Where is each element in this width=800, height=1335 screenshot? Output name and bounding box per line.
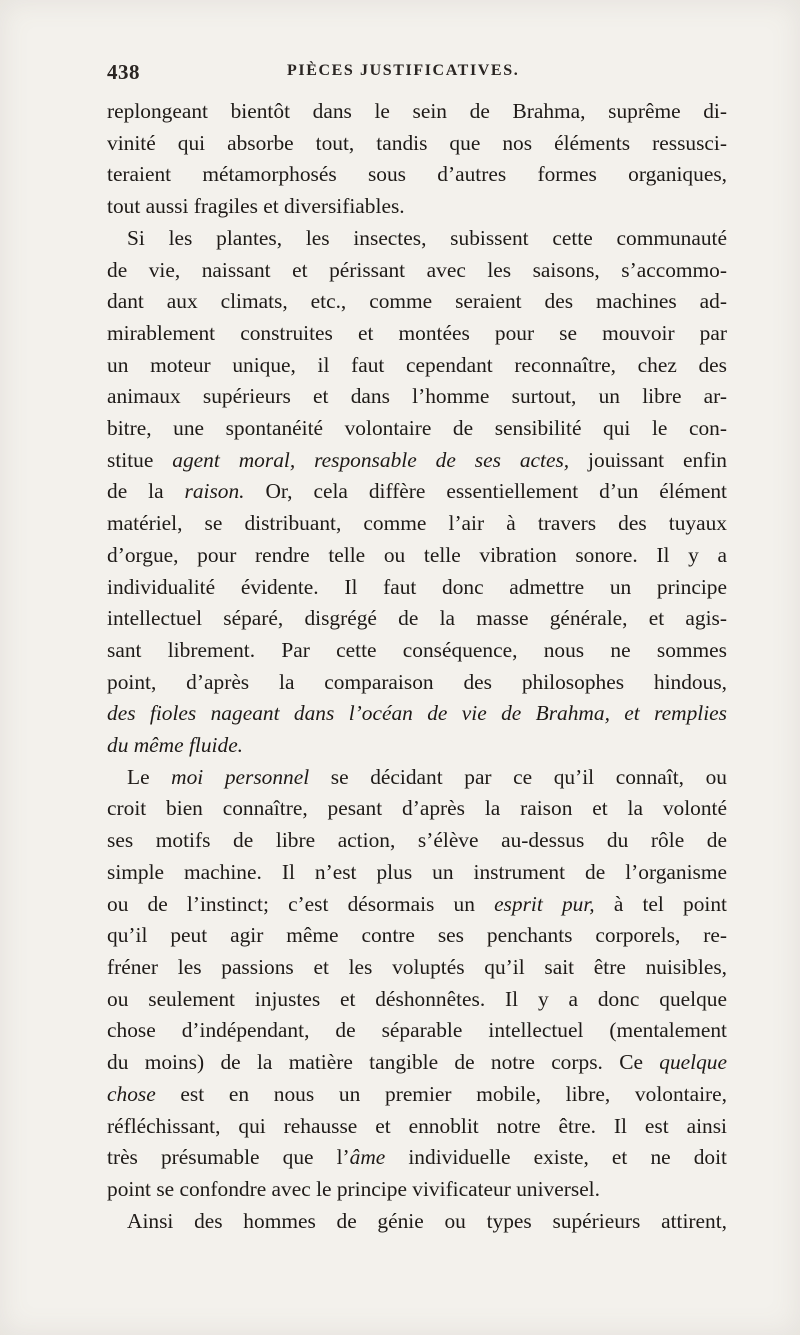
- text-line: qu’il peut agir même contre ses penchants corporels, re-: [107, 923, 727, 948]
- page-header: [107, 60, 727, 84]
- text-line: teraient métamorphosés sous d’autres formes organiques,: [107, 162, 727, 187]
- italic-phrase: des fioles nageant dans l’océan de vie de Brahma, et remplies: [107, 701, 727, 726]
- text-line: tout aussi fragiles et diversifiables.: [107, 194, 405, 219]
- italic-phrase: du même fluide.: [107, 733, 244, 758]
- text-line: ou seulement injustes et déshonnêtes. Il y a donc quelque: [107, 986, 727, 1011]
- text-line: individualité évidente. Il faut donc admettre un principe: [107, 574, 727, 599]
- text-line: ses motifs de libre action, s’élève au-dessus du rôle de: [107, 828, 727, 853]
- text-line: croit bien connaître, pesant d’après la raison et la volonté: [107, 796, 727, 821]
- text-line: [107, 476, 727, 508]
- italic-phrase: chose: [107, 1081, 156, 1106]
- text-run: est en nous un premier mobile, libre, volontaire,: [155, 1081, 727, 1106]
- text-line: mirablement construites et montées pour se mouvoir par: [107, 320, 727, 345]
- text-line: simple machine. Il n’est plus un instrument de l’organisme: [107, 859, 727, 884]
- italic-phrase: moi personnel: [171, 764, 310, 789]
- text-line: [107, 1079, 727, 1111]
- italic-phrase: quelque: [659, 1050, 727, 1075]
- running-head: PIÈCES JUSTIFICATIVES.: [287, 62, 520, 79]
- text-run: stitue: [107, 447, 173, 472]
- italic-phrase: âme: [349, 1145, 386, 1170]
- text-line: [107, 445, 727, 477]
- text-line: sant librement. Par cette conséquence, nous ne sommes: [107, 637, 727, 662]
- text-line: dant aux climats, etc., comme seraient des machines ad-: [107, 289, 727, 314]
- text-line: [107, 762, 727, 794]
- text-line: point se confondre avec le principe vivificateur universel.: [107, 1176, 600, 1201]
- text-line: d’orgue, pour rendre telle ou telle vibration sonore. Il y a: [107, 542, 727, 567]
- text-line: [107, 1142, 727, 1174]
- text-run: très présumable que l’: [107, 1145, 350, 1170]
- text-line: fréner les passions et les voluptés qu’il sait être nuisibles,: [107, 954, 727, 979]
- text-run: ou de l’instinct; c’est désormais un: [107, 891, 495, 916]
- text-line: [107, 889, 727, 921]
- text-line: Si les plantes, les insectes, subissent cette communauté: [127, 225, 727, 250]
- text-run: individuelle existe, et ne doit: [385, 1145, 727, 1170]
- text-line: matériel, se distribuant, comme l’air à travers des tuyaux: [107, 511, 727, 536]
- text-line: [107, 730, 727, 762]
- text-line: point, d’après la comparaison des philosophes hindous,: [107, 669, 727, 694]
- page-number: 438: [107, 60, 140, 84]
- text-line: [107, 1047, 727, 1079]
- text-run: à tel point: [594, 891, 727, 916]
- text-line: un moteur unique, il faut cependant reconnaître, chez des: [107, 352, 727, 377]
- text-line: [107, 698, 727, 730]
- text-line: animaux supérieurs et dans l’homme surtout, un libre ar-: [107, 384, 727, 409]
- text-line: vinité qui absorbe tout, tandis que nos éléments ressusci-: [107, 130, 727, 155]
- text-run: jouissant enfin: [569, 447, 727, 472]
- text-line: réfléchissant, qui rehausse et ennoblit notre être. Il est ainsi: [107, 1113, 727, 1138]
- text-line: intellectuel séparé, disgrégé de la masse générale, et agis-: [107, 606, 727, 631]
- text-line: de vie, naissant et périssant avec les saisons, s’accommo-: [107, 257, 727, 282]
- text-line: Ainsi des hommes de génie ou types supérieurs attirent,: [127, 1208, 727, 1233]
- italic-phrase: raison.: [184, 479, 245, 504]
- text-line: chose d’indépendant, de séparable intellectuel (mentalement: [107, 1018, 727, 1043]
- text-run: Le: [127, 764, 172, 789]
- text-run: de la: [107, 479, 185, 504]
- text-line: bitre, une spontanéité volontaire de sensibilité qui le con-: [107, 416, 727, 441]
- italic-phrase: agent moral, responsable de ses actes,: [172, 447, 570, 472]
- text-run: du moins) de la matière tangible de notre corps. Ce: [107, 1050, 660, 1075]
- body-text: [107, 96, 727, 1237]
- italic-phrase: esprit pur,: [494, 891, 595, 916]
- text-run: se décidant par ce qu’il connaît, ou: [309, 764, 727, 789]
- text-run: Or, cela diffère essentiellement d’un élément: [244, 479, 727, 504]
- text-line: replongeant bientôt dans le sein de Brahma, suprême di-: [107, 99, 727, 123]
